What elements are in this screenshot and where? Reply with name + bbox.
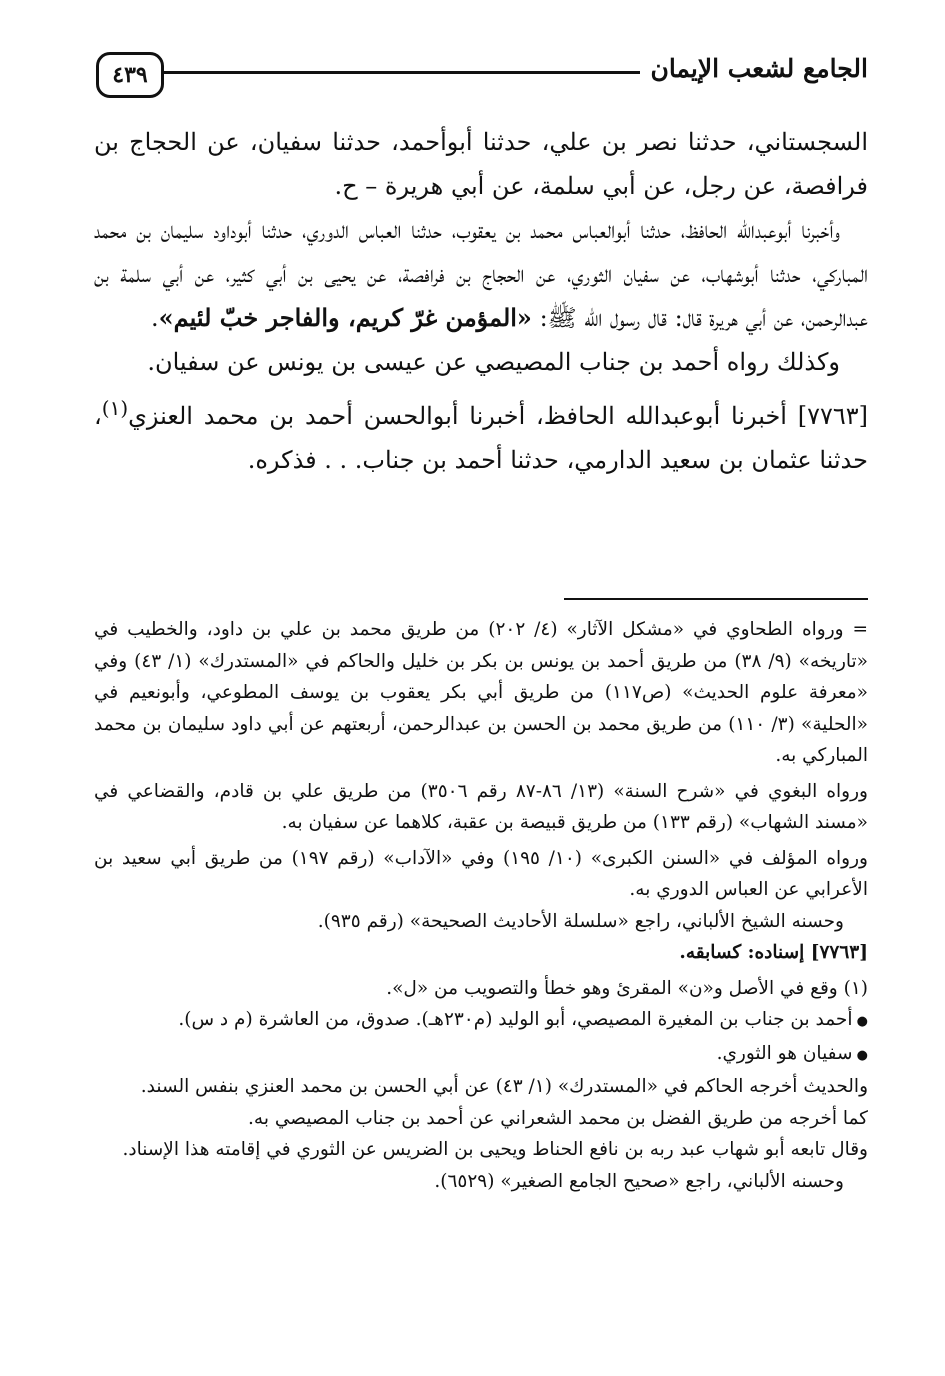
- footnote-baghawi: ورواه البغوي في «شرح السنة» (١٣/ ٨٦-٨٧ رقم ٣٥٠٦) من طريق علي بن قادم، والقضاعي في «مسند الشهاب» (رقم ١٣٣) من طريق قبيصة بن عقبة، كلاهما عن سفيان به.: [94, 780, 868, 833]
- footnotes: [94, 614, 868, 1197]
- footnote-rule: [564, 598, 868, 600]
- footnote-shaarani: كما أخرجه من طريق الفضل بن محمد الشعراني عن أحمد بن جناب المصيصي به.: [248, 1107, 868, 1129]
- hadith-7763-start: [٧٧٦٣] أخبرنا أبوعبدالله الحافظ، أخبرنا أبوالحسن أحمد بن محمد العنزي: [128, 402, 868, 430]
- footnote-albani-sahih: وحسنه الألباني، راجع «صحيح الجامع الصغير» (٦٥٢٩).: [434, 1170, 844, 1192]
- paragraph-isnad-2: [94, 208, 868, 340]
- footnote-bullet-narrator: ● أحمد بن جناب بن المغيرة المصيصي، أبو الوليد (م٢٣٠هـ). صدوق، من العاشرة (م د س).: [94, 1004, 868, 1038]
- running-title: الجامع لشعب الإيمان: [650, 54, 868, 83]
- footnote-hakim: والحديث أخرجه الحاكم في «المستدرك» (١/ ٤٣) عن أبي الحسن بن محمد العنزي بنفس السند.: [140, 1076, 868, 1097]
- isnad-text: وأخبرنا أبوعبدالله الحافظ، حدثنا أبوالعباس محمد بن يعقوب، حدثنا العباس الدوري، حدثنا أبوداود سليمان بن محمد المباركي، حدثنا أبوشهاب، عن سفيان الثوري، عن الحجاج بن فرافصة، عن يحيى بن أبي كثير، عن أبي سلمة بن عبدالرحمن، عن أبي هريرة قال: قال رسول الله ﷺ:: [94, 216, 868, 332]
- footnote-ref: (١): [101, 396, 129, 420]
- footnote-author: ورواه المؤلف في «السنن الكبرى» (١٠/ ١٩٥) وفي «الآداب» (رقم ١٩٧) من طريق أبي سعيد بن الأعرابي عن العباس الدوري به.: [94, 847, 868, 900]
- footnote-continued: = ورواه الطحاوي في «مشكل الآثار» (٤/ ٢٠٢) من طريق محمد بن علي بن داود، والخطيب في «تاريخه» (٩/ ٣٨) من طريق أحمد بن يونس بن بكر بن خليل والحاكم في «المستدرك» (١/ ٤٣) وفي «معرفة علوم الحديث» (ص١١٧) من طريق أبي بكر يعقوب بن يوسف المطوعي، وأبونعيم في «الحلية» (٣/ ١١٠) من طريق محمد بن الحسن بن عبدالرحمن، أربعتهم عن أبي داود سليمان بن محمد المباركي به.: [94, 619, 868, 766]
- paragraph-isnad-1: السجستاني، حدثنا نصر بن علي، حدثنا أبوأحمد، حدثنا سفيان، عن الحجاج بن فرافصة، عن رجل، عن أبي سلمة، عن أبي هريرة – ح.: [94, 128, 868, 200]
- page-header: [96, 46, 868, 104]
- footnote-1: (١) وقع في الأصل و«ن» المقرئ وهو خطأ والتصويب من «ل».: [386, 977, 868, 999]
- hadith-text: «المؤمن غرّ كريم، والفاجر خبّ لئيم»: [158, 303, 532, 332]
- main-text: [94, 120, 868, 482]
- hadith-7763-rest: ، حدثنا عثمان بن سعيد الدارمي، حدثنا أحمد بن جناب. . . فذكره.: [94, 402, 868, 474]
- footnote-albani: وحسنه الشيخ الألباني، راجع «سلسلة الأحاديث الصحيحة» (رقم ٩٣٥).: [317, 910, 844, 932]
- footnote-isnad-7763: [٧٧٦٣] إسناده: كسابقه.: [679, 942, 868, 963]
- page-number-badge: [96, 52, 164, 98]
- page-number: ٤٣٩: [112, 62, 148, 88]
- footnote-mutabaa: وقال تابعه أبو شهاب عبد ربه بن نافع الحناط ويحيى بن الضريس عن الثوري في إقامته هذا الإسناد.: [122, 1139, 868, 1160]
- header-rule: [164, 71, 640, 74]
- footnote-bullet-sufyan: ● سفيان هو الثوري.: [94, 1038, 868, 1072]
- paragraph-hadith-7763: [94, 386, 868, 482]
- isnad-end: .: [151, 304, 159, 332]
- paragraph-note: وكذلك رواه أحمد بن جناب المصيصي عن عيسى بن يونس عن سفيان.: [147, 348, 840, 376]
